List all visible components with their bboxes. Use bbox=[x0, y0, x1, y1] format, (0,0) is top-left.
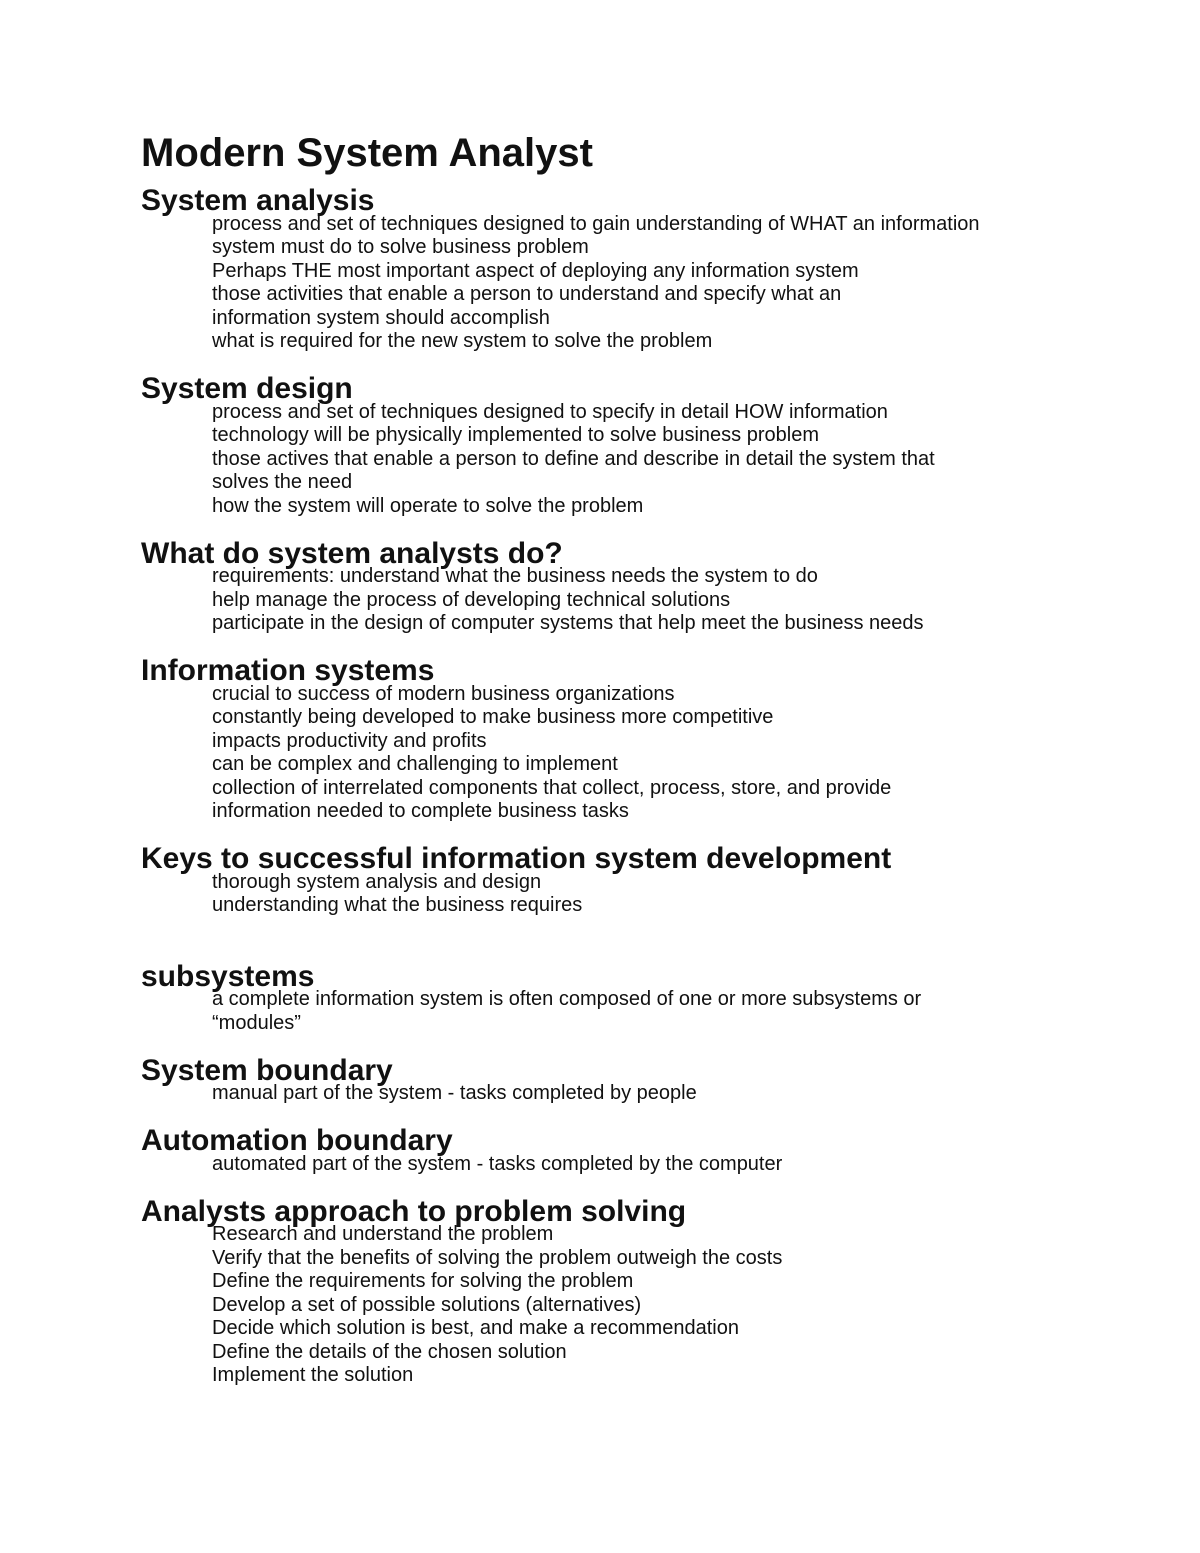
section-what-analysts-do bbox=[141, 536, 1141, 636]
section-items bbox=[141, 565, 1141, 636]
list-item: technology will be physically implemented to solve business problem bbox=[212, 424, 819, 446]
list-item: help manage the process of developing technical solutions bbox=[212, 588, 731, 611]
list-item: automated part of the system - tasks completed by the computer bbox=[212, 1152, 783, 1175]
section-items bbox=[141, 871, 1141, 918]
list-item: system must do to solve business problem bbox=[212, 236, 589, 258]
section-analysts-approach bbox=[141, 1194, 1141, 1388]
section-items bbox=[141, 683, 1141, 824]
section-system-boundary bbox=[141, 1053, 1141, 1106]
list-item: manual part of the system - tasks completed by people bbox=[212, 1082, 697, 1104]
list-item: Develop a set of possible solutions (alternatives) bbox=[212, 1293, 642, 1316]
list-item: information system should accomplish bbox=[212, 306, 550, 329]
list-item: Define the details of the chosen solution bbox=[212, 1340, 567, 1363]
document-page bbox=[141, 131, 1141, 1388]
section-heading: What do system analysts do? bbox=[141, 536, 563, 570]
list-item: a complete information system is often composed of one or more subsystems or bbox=[212, 988, 922, 1010]
list-item: understanding what the business requires bbox=[212, 894, 583, 916]
section-heading: Analysts approach to problem solving bbox=[141, 1194, 687, 1228]
spacer bbox=[141, 918, 1141, 965]
list-item: collection of interrelated components that collect, process, store, and provide bbox=[212, 776, 892, 799]
list-item: constantly being developed to make business more competitive bbox=[212, 706, 774, 728]
section-items bbox=[141, 401, 1141, 519]
section-system-design bbox=[141, 372, 1141, 518]
section-information-systems bbox=[141, 654, 1141, 824]
section-heading: System boundary bbox=[141, 1053, 393, 1087]
list-item: “modules” bbox=[212, 1011, 301, 1034]
section-heading: System analysis bbox=[141, 184, 375, 217]
section-items bbox=[141, 213, 1141, 354]
document-title: Modern System Analyst bbox=[141, 131, 593, 175]
list-item: those actives that enable a person to define and describe in detail the system that bbox=[212, 447, 935, 470]
section-heading: subsystems bbox=[141, 959, 315, 993]
section-subsystems bbox=[141, 959, 1141, 1036]
list-item: thorough system analysis and design bbox=[212, 870, 542, 893]
section-items bbox=[141, 1082, 1141, 1106]
list-item: Perhaps THE most important aspect of deploying any information system bbox=[212, 259, 859, 282]
list-item: can be complex and challenging to implement bbox=[212, 753, 618, 775]
list-item: crucial to success of modern business organizations bbox=[212, 682, 675, 705]
section-automation-boundary bbox=[141, 1124, 1141, 1176]
section-heading: Automation boundary bbox=[141, 1124, 453, 1157]
list-item: process and set of techniques designed to specify in detail HOW information bbox=[212, 400, 888, 423]
list-item: process and set of techniques designed to gain understanding of WHAT an information bbox=[212, 212, 980, 235]
list-item: Implement the solution bbox=[212, 1364, 414, 1386]
section-system-analysis bbox=[141, 184, 1141, 354]
section-heading: Keys to successful information system development bbox=[141, 842, 892, 875]
list-item: those activities that enable a person to understand and specify what an bbox=[212, 283, 842, 305]
list-item: what is required for the new system to solve the problem bbox=[212, 330, 713, 352]
section-items bbox=[141, 1153, 1141, 1177]
section-heading: System design bbox=[141, 372, 353, 405]
section-items bbox=[141, 1223, 1141, 1388]
section-heading: Information systems bbox=[141, 654, 435, 687]
list-item: requirements: understand what the business needs the system to do bbox=[212, 565, 818, 587]
list-item: Verify that the benefits of solving the problem outweigh the costs bbox=[212, 1246, 783, 1269]
list-item: participate in the design of computer systems that help meet the business needs bbox=[212, 612, 924, 634]
list-item: solves the need bbox=[212, 471, 353, 493]
list-item: Research and understand the problem bbox=[212, 1223, 554, 1245]
section-items bbox=[141, 988, 1141, 1035]
list-item: how the system will operate to solve the problem bbox=[212, 494, 644, 517]
section-keys-to-success bbox=[141, 842, 1141, 918]
list-item: information needed to complete business tasks bbox=[212, 800, 629, 822]
list-item: Decide which solution is best, and make a recommendation bbox=[212, 1317, 739, 1339]
list-item: impacts productivity and profits bbox=[212, 729, 487, 752]
list-item: Define the requirements for solving the problem bbox=[212, 1270, 634, 1292]
